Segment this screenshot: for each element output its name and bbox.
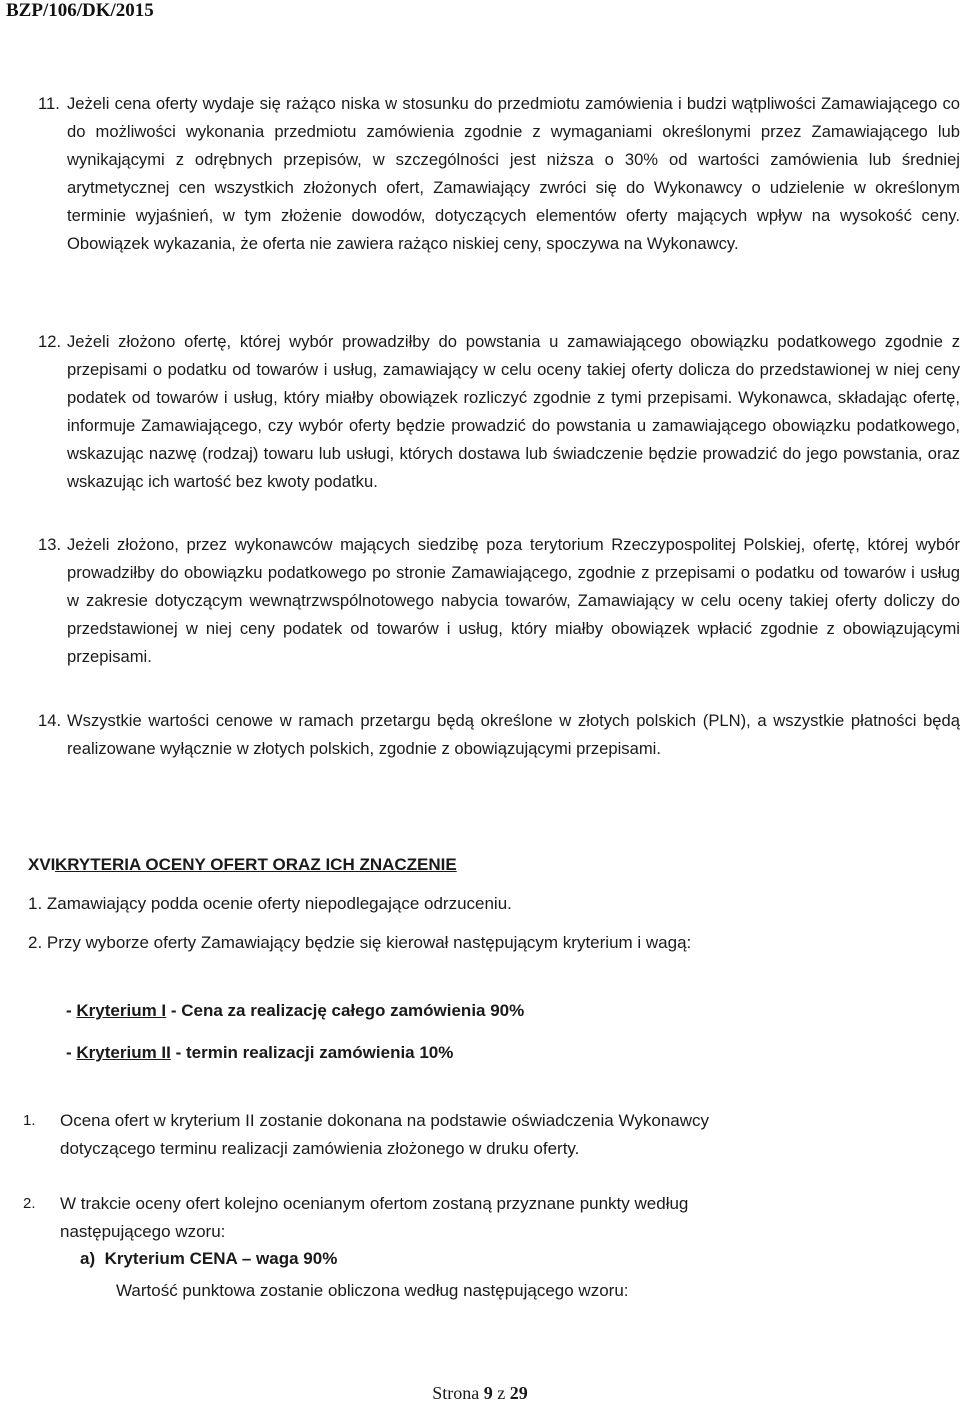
section-item-2 (28, 930, 691, 956)
note-2-line-2: następującego wzoru: (60, 1222, 226, 1241)
sub-item-description: Wartość punktowa zostanie obliczona według następującego wzoru: (116, 1281, 629, 1300)
section-number: XVI. (28, 855, 61, 874)
paragraph-number: 11. (38, 94, 60, 113)
criterion-name: Kryterium II (76, 1043, 171, 1062)
item-text: Przy wyborze oferty Zamawiający będzie się kierował następującym kryterium i wagą: (46, 933, 692, 952)
footer-prefix: Strona (432, 1383, 480, 1403)
criterion-dash: - (66, 1001, 77, 1020)
criterion-name: Kryterium I (76, 1001, 167, 1020)
footer-separator: z (497, 1383, 506, 1403)
paragraph-11 (38, 90, 960, 257)
section-title: KRYTERIA OCENY OFERT ORAZ ICH ZNACZENIE (55, 855, 457, 874)
item-number: 1. (28, 894, 43, 913)
paragraph-number: 14. (38, 711, 62, 730)
paragraph-text: Jeżeli cena oferty wydaje się rażąco niska w stosunku do przedmiotu zamówienia i budzi wątpliwości Zamawiającego co do możliwości wykonania przedmiotu zamówienia zgodnie z wymaganiami określonymi przez Zamawiającego lub wynikającymi z odrębnych przepisów, w szczególności jest niższa o 30% od wartości zamówienia lub średniej arytmetycznej cen wszystkich złożonych ofert, Zamawiający zwróci się do Wykonawcy o udzielenie w określonym terminie wyjaśnień, w tym złożenie dowodów, dotyczących elementów oferty mających wpływ na wysokość ceny. Obowiązek wykazania, że oferta nie zawiera rażąco niskiej ceny, spoczywa na Wykonawcy. (67, 94, 960, 253)
paragraph-text: Jeżeli złożono, przez wykonawców mających siedzibę poza terytorium Rzeczypospolitej Polskiej, ofertę, której wybór prowadziłby do obowiązku podatkowego po stronie Zamawiającego, zgodnie z przepisami o podatku od towarów i usług w zakresie dotyczącym wewnątrzwspólnotowego nabycia towarów, Zamawiający w celu oceny takiej oferty doliczy do przedstawionej w niej ceny podatek od towarów i usług, który miałby obowiązek wpłacić zgodnie z obowiązującymi przepisami. (67, 535, 960, 666)
paragraph-text: Wszystkie wartości cenowe w ramach przetargu będą określone w złotych polskich (PLN), a wszystkie płatności będą realizowane wyłącznie w złotych polskich, zgodnie z obowiązującymi przepisami. (67, 711, 960, 758)
item-text: Zamawiający podda ocenie oferty niepodlegające odrzuceniu. (46, 894, 512, 913)
paragraph-12 (38, 328, 960, 495)
footer-page-number: 9 (483, 1383, 493, 1403)
note-1-line-2: dotyczącego terminu realizacji zamówienia złożonego w druku oferty. (60, 1139, 580, 1158)
criterion-1 (66, 998, 524, 1024)
paragraph-text: Jeżeli złożono ofertę, której wybór prowadziłby do powstania u zamawiającego obowiązku podatkowego zgodnie z przepisami o podatku od towarów i usług, zamawiający w celu oceny takiej oferty dolicza do przedstawionej w niej ceny podatek od towarów i usług, który miałby obowiązek rozliczyć zgodnie z tymi przepisami. Wykonawca, składając ofertę, informuje Zamawiającego, czy wybór oferty będzie prowadzić do powstania u zamawiającego obowiązku podatkowego, wskazując nazwę (rodzaj) towaru lub usługi, których dostawa lub świadczenie będzie prowadzić do jego powstania, oraz wskazując ich wartość bez kwoty podatku. (67, 332, 960, 491)
sub-item-label: a) (80, 1249, 96, 1268)
note-1-line-1: Ocena ofert w kryterium II zostanie dokonana na podstawie oświadczenia Wykonawcy (60, 1111, 710, 1130)
criterion-dash: - (66, 1043, 77, 1062)
sub-item-a (80, 1245, 337, 1273)
document-id: BZP/106/DK/2015 (6, 0, 154, 21)
criterion-2 (66, 1040, 453, 1066)
paragraph-number: 12. (38, 332, 62, 351)
footer-total-pages: 29 (509, 1383, 528, 1403)
section-item-1 (28, 891, 512, 917)
paragraph-13 (38, 531, 960, 671)
note-number: 1. (23, 1112, 36, 1129)
page-footer (0, 1383, 960, 1404)
note-2-line-1: W trakcie oceny ofert kolejno ocenianym ofertom zostaną przyznane punkty według (60, 1194, 689, 1213)
note-number: 2. (23, 1195, 36, 1212)
paragraph-14 (38, 707, 960, 763)
sub-item-title: Kryterium CENA – waga 90% (104, 1249, 338, 1268)
section-heading (28, 852, 457, 878)
criterion-description: - termin realizacji zamówienia 10% (170, 1043, 454, 1062)
criterion-description: - Cena za realizację całego zamówienia 90% (166, 1001, 525, 1020)
item-number: 2. (28, 933, 43, 952)
paragraph-number: 13. (38, 535, 62, 554)
